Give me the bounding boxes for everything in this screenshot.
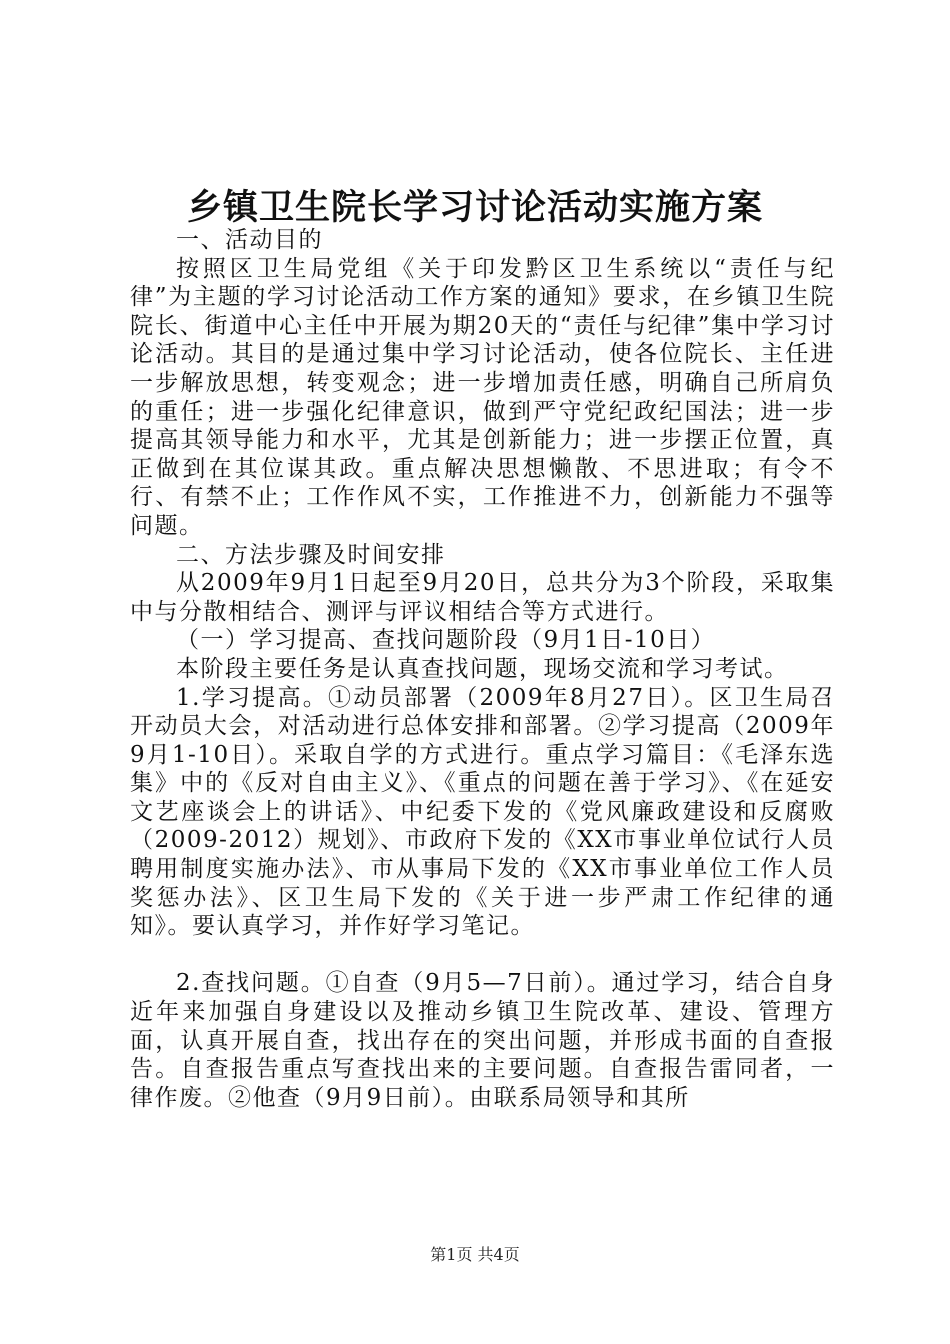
paragraph-purpose: 按照区卫生局党组《关于印发黔区卫生系统以“责任与纪律”为主题的学习讨论活动工作方案的通知》要求，在乡镇卫生院院长、街道中心主任中开展为期20天的“责任与纪律”集中学习讨论活动。其目的是通过集中学习讨论活动，使各位院长、主任进一步解放思想，转变观念；进一步增加责任感，明确自己所肩负的重任；进一步强化纪律意识，做到严守党纪政纪国法；进一步提高其领导能力和水平，尤其是创新能力；进一步摆正位置，真正做到在其位谋其政。重点解决思想懒散、不思进取；有令不行、有禁不止；工作作风不实，工作推进不力，创新能力不强等问题。 <box>130 255 835 539</box>
section-heading-steps: 二、方法步骤及时间安排 <box>176 541 446 568</box>
document-title: 乡镇卫生院长学习讨论活动实施方案 <box>186 187 763 228</box>
paragraph-find-problems: 2.查找问题。①自查（9月5—7日前）。通过学习，结合自身近年来加强自身建设以及推动乡镇卫生院改革、建设、管理方面，认真开展自查，找出存在的突出问题，并形成书面的自查报告。自查报告重点写查找出来的主要问题。自查报告雷同者，一律作废。②他查（9月9日前）。由联系局领导和其所 <box>130 970 835 1111</box>
subsection-heading-phase-one: （一）学习提高、查找问题阶段（9月1日-10日） <box>176 627 716 654</box>
paragraph-schedule: 从2009年9月1日起至9月20日，总共分为3个阶段，采取集中与分散相结合、测评与评议相结合等方式进行。 <box>130 570 835 625</box>
section-heading-purpose: 一、活动目的 <box>176 227 323 253</box>
paragraph-phase-task: 本阶段主要任务是认真查找问题，现场交流和学习考试。 <box>176 655 789 682</box>
paragraph-study: 1.学习提高。①动员部署（2009年8月27日）。区卫生局召开动员大会，对活动进行总体安排和部署。②学习提高（2009年9月1-10日）。采取自学的方式进行。重点学习篇目：《毛泽东选集》中的《反对自由主义》、《重点的问题在善于学习》、《在延安文艺座谈会上的讲话》、中纪委下发的《党风廉政建设和反腐败（2009-2012）规划》、市政府下发的《XX市事业单位试行人员聘用制度实施办法》、市从事局下发的《XX市事业单位工作人员奖惩办法》、区卫生局下发的《关于进一步严肃工作纪律的通知》。要认真学习，并作好学习笔记。 <box>130 684 835 940</box>
page-footer: 第1页 共4页 <box>430 1245 520 1264</box>
document-body <box>130 226 835 1112</box>
